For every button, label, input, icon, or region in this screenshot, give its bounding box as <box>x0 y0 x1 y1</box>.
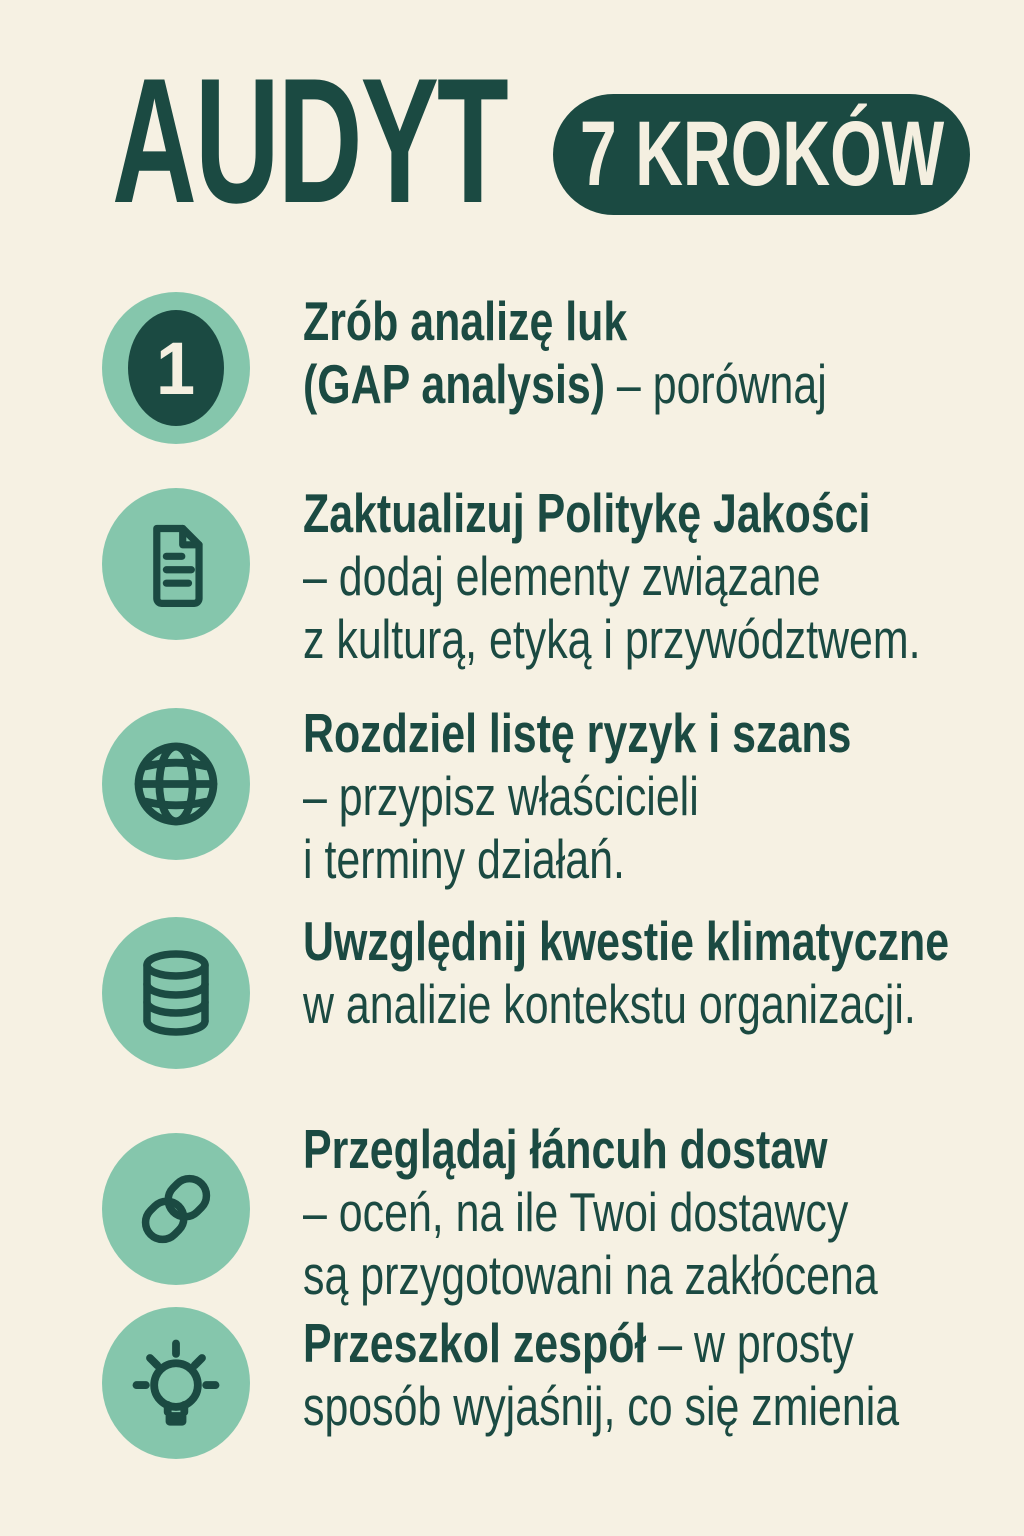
step-line: (GAP analysis) – porównaj <box>303 353 827 415</box>
step-line: Zaktualizuj Politykę Jakości <box>303 482 871 544</box>
step-line: z kulturą, etyką i przywództwem. <box>303 608 921 670</box>
number-1-icon <box>128 310 224 426</box>
step-line: – oceń, na ile Twoi dostawcy <box>303 1181 849 1243</box>
step-2-text <box>303 482 920 671</box>
step-5-bubble <box>102 1133 250 1285</box>
chain-link-icon <box>126 1159 226 1259</box>
steps-count-label: 7 KROKÓW <box>579 103 944 205</box>
step-6-text <box>303 1312 899 1438</box>
step-line: Zrób analizę luk <box>303 290 628 352</box>
step-1-text <box>303 290 827 416</box>
step-line: Uwzględnij kwestie klimatyczne <box>303 910 950 972</box>
steps-count-badge <box>553 94 970 215</box>
database-icon <box>126 941 226 1045</box>
step-3-text <box>303 702 851 891</box>
step-1-bubble <box>102 292 250 444</box>
step-line: są przygotowani na zakłócena <box>303 1244 878 1306</box>
step-4-bubble <box>102 917 250 1069</box>
step-number: 1 <box>156 326 196 410</box>
step-line: i terminy działań. <box>303 828 625 890</box>
step-4-text <box>303 910 949 1036</box>
step-line: – dodaj elementy związane <box>303 545 821 607</box>
globe-icon <box>124 732 228 836</box>
step-line: Przeglądaj łáncuh dostaw <box>303 1118 828 1180</box>
document-icon <box>128 514 224 614</box>
step-3-bubble <box>102 708 250 860</box>
step-line: Rozdziel listę ryzyk i szans <box>303 702 852 764</box>
page-title: AUDYT <box>112 41 507 240</box>
step-5-text <box>303 1118 878 1307</box>
step-2-bubble <box>102 488 250 640</box>
step-line: w analizie kontekstu organizacji. <box>303 973 916 1035</box>
step-line: – przypisz właścicieli <box>303 765 699 827</box>
step-6-bubble <box>102 1307 250 1459</box>
step-line: sposób wyjaśnij, co się zmienia <box>303 1375 900 1437</box>
lightbulb-icon <box>124 1329 228 1437</box>
step-line: Przeszkol zespół – w prosty <box>303 1312 854 1374</box>
